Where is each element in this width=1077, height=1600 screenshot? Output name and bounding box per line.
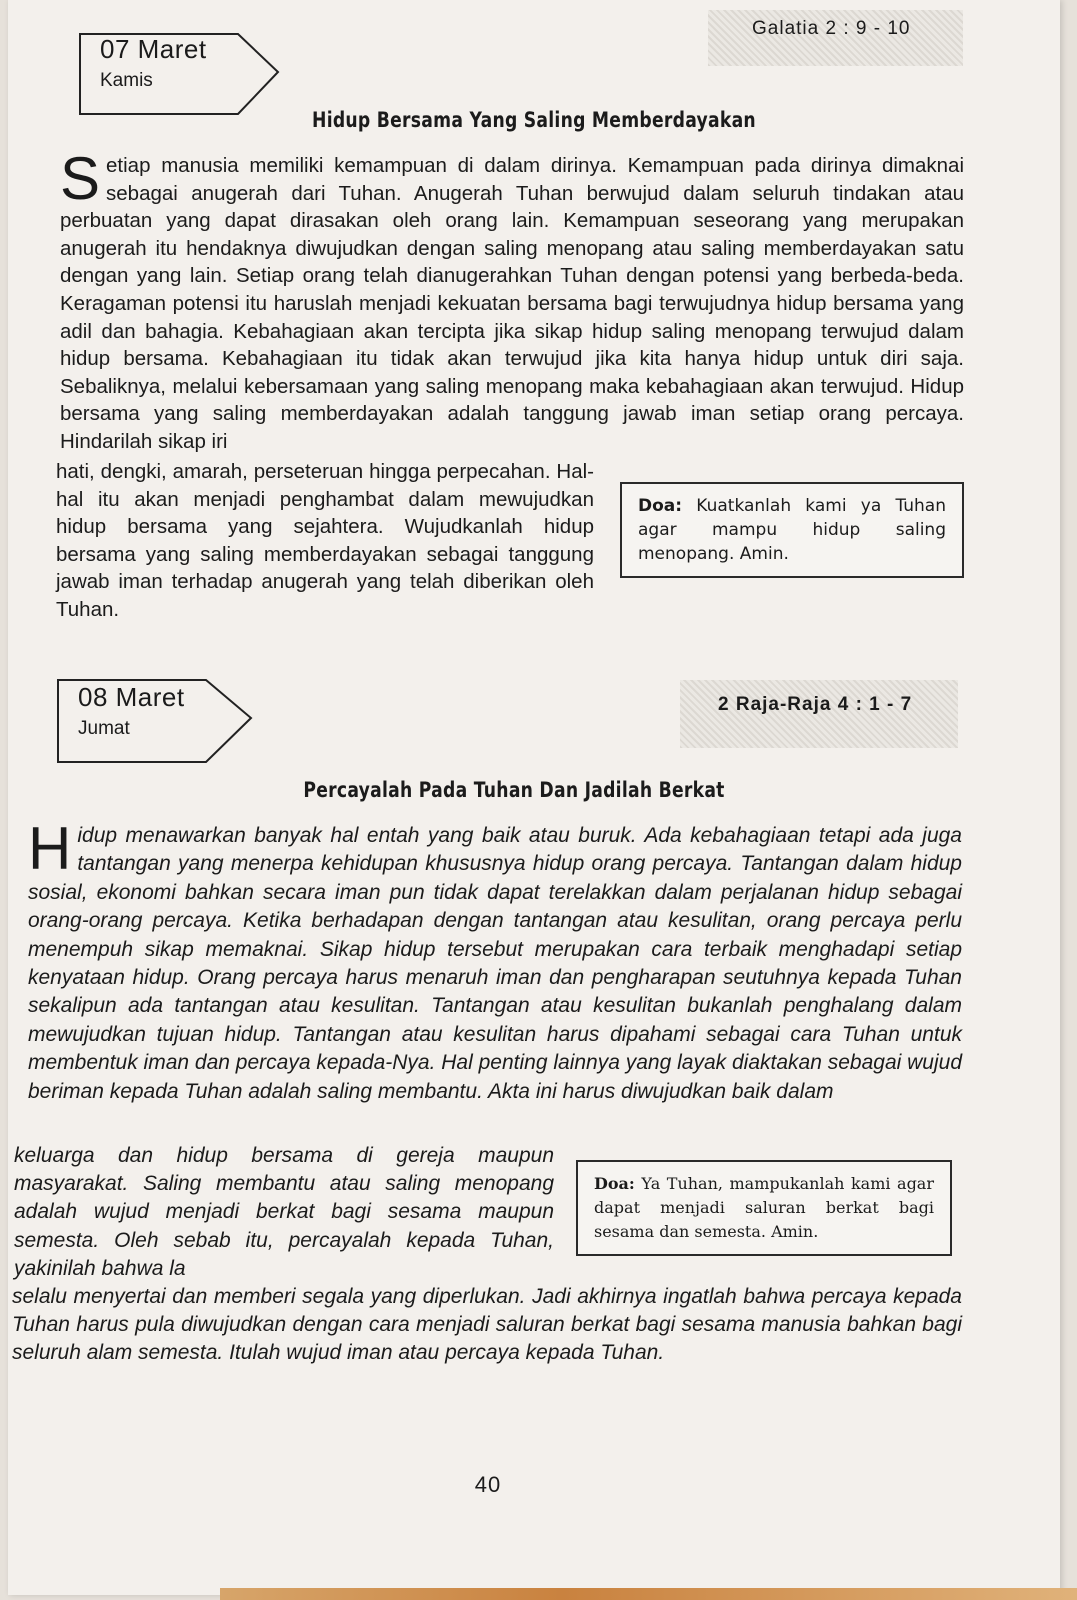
devotion-title-1: Hidup Bersama Yang Saling Memberdayakan	[312, 108, 756, 132]
date-tag-2	[56, 676, 256, 750]
devotion-body-2	[28, 815, 962, 1106]
lead-text-1: etiap manusia memiliki kemampuan di dalam dirinya. Kemampuan pada dirinya dimaknai sebagai anugerah dari Tuhan. Anugerah Tuhan berwujud dalam seluruh tindakan atau perbuatan yang dapat dirasakan oleh orang lain. Kemampuan seseorang yang merupakan anugerah itu hendaknya diwujudkan dengan saling menopang atau saling memberdayakan satu dengan yang lain. Setiap orang telah dianugerahkan Tuhan dengan potensi yang berbeda-beda. Keragaman potensi itu haruslah menjadi kekuatan bersama bagi terwujudnya hidup bersama yang adil dan bahagia. Kebahagiaan akan tercipta jika sikap hidup saling menopang terwujud dalam hidup bersama. Kebahagiaan itu tidak akan terwujud jika kita hanya hidup untuk diri saja. Sebaliknya, melalui kebersamaan yang saling menopang maka kebahagiaan akan terwujud. Hidup bersama yang saling memberdayakan adalah tanggung jawab iman setiap orang percaya. Hindarilah sikap iri	[60, 154, 964, 453]
date-2: 08 Maret	[78, 682, 185, 712]
prayer-text-1: Kuatkanlah kami ya Tuhan agar mampu hidup saling menopang. Amin.	[638, 496, 946, 564]
scripture-reference-1: Galatia 2 : 9 - 10	[708, 10, 963, 66]
book-page	[8, 0, 1060, 1595]
date-1: 07 Maret	[100, 34, 207, 64]
date-tag-1	[78, 28, 278, 102]
tail-text-2: selalu menyertai dan memberi segala yang diperlukan. Jadi akhirnya ingatlah bahwa percaya kepada Tuhan harus pula diwujudkan dengan cara menjadi saluran berkat bagi sesama manusia bahkan bagi seluruh alam semesta. Itulah wujud iman atau percaya kepada Tuhan.	[12, 1285, 962, 1365]
day-2: Jumat	[78, 718, 130, 739]
page-number: 40	[474, 1472, 502, 1497]
lead-text-2: idup menawarkan banyak hal entah yang baik atau buruk. Ada kebahagiaan tetapi ada juga tantangan yang menerpa kehidupan khususnya hidup orang percaya. Tantangan dalam hidup sosial, ekonomi bahkan secara iman pun tidak dapat terelakkan dalam perjalanan hidup sebagai orang-orang percaya. Ketika berhadapan dengan tantangan atau kesulitan, orang percaya perlu menempuh sikap memaknai. Sikap hidup tersebut merupakan cara terbaik menghadapi setiap kenyataan hidup. Orang percaya harus menaruh iman dan pengharapan seutuhnya kepada Tuhan sekalipun ada tantangan atau kesulitan. Tantangan atau kesulitan bukanlah penghalang dalam mewujudkan tujuan hidup. Tantangan atau kesulitan harus dipahami sebagai cara Tuhan untuk membentuk iman dan percaya kepada-Nya. Hal penting lainnya yang layak diaktakan sebagai wujud beriman kepada Tuhan adalah saling membantu. Akta ini harus diwujudkan baik dalam	[28, 824, 962, 1103]
scripture-reference-2: 2 Raja-Raja 4 : 1 - 7	[680, 680, 958, 748]
drop-cap-2: H	[28, 815, 72, 882]
prayer-box-1	[620, 482, 964, 578]
prayer-box-2	[576, 1160, 952, 1256]
prayer-label-1: Doa:	[638, 496, 683, 516]
page-edge	[220, 1588, 1077, 1600]
prayer-label-2: Doa:	[594, 1174, 635, 1193]
devotion-body-1	[60, 145, 964, 456]
wrap-text-1: hati, dengki, amarah, perseteruan hingga perpecahan. Hal-hal itu akan menjadi penghambat dalam mewujudkan hidup bersama yang sejahtera. Wujudkanlah hidup bersama yang saling memberdayakan sebagai tanggung jawab iman terhadap anugerah yang telah diberikan oleh Tuhan.	[56, 460, 594, 621]
day-1: Kamis	[100, 70, 153, 91]
drop-cap-1: S	[60, 145, 101, 212]
devotion-title-2: Percayalah Pada Tuhan Dan Jadilah Berkat	[303, 778, 725, 802]
wrap-text-2: keluarga dan hidup bersama di gereja maupun masyarakat. Saling membantu atau saling menopang adalah wujud menjadi berkat bagi sesama maupun semesta. Oleh sebab itu, percayalah kepada Tuhan, yakinilah bahwa la	[14, 1144, 554, 1280]
prayer-text-2: Ya Tuhan, mampukanlah kami agar dapat menjadi saluran berkat bagi sesama dan semesta. Amin.	[594, 1174, 934, 1241]
